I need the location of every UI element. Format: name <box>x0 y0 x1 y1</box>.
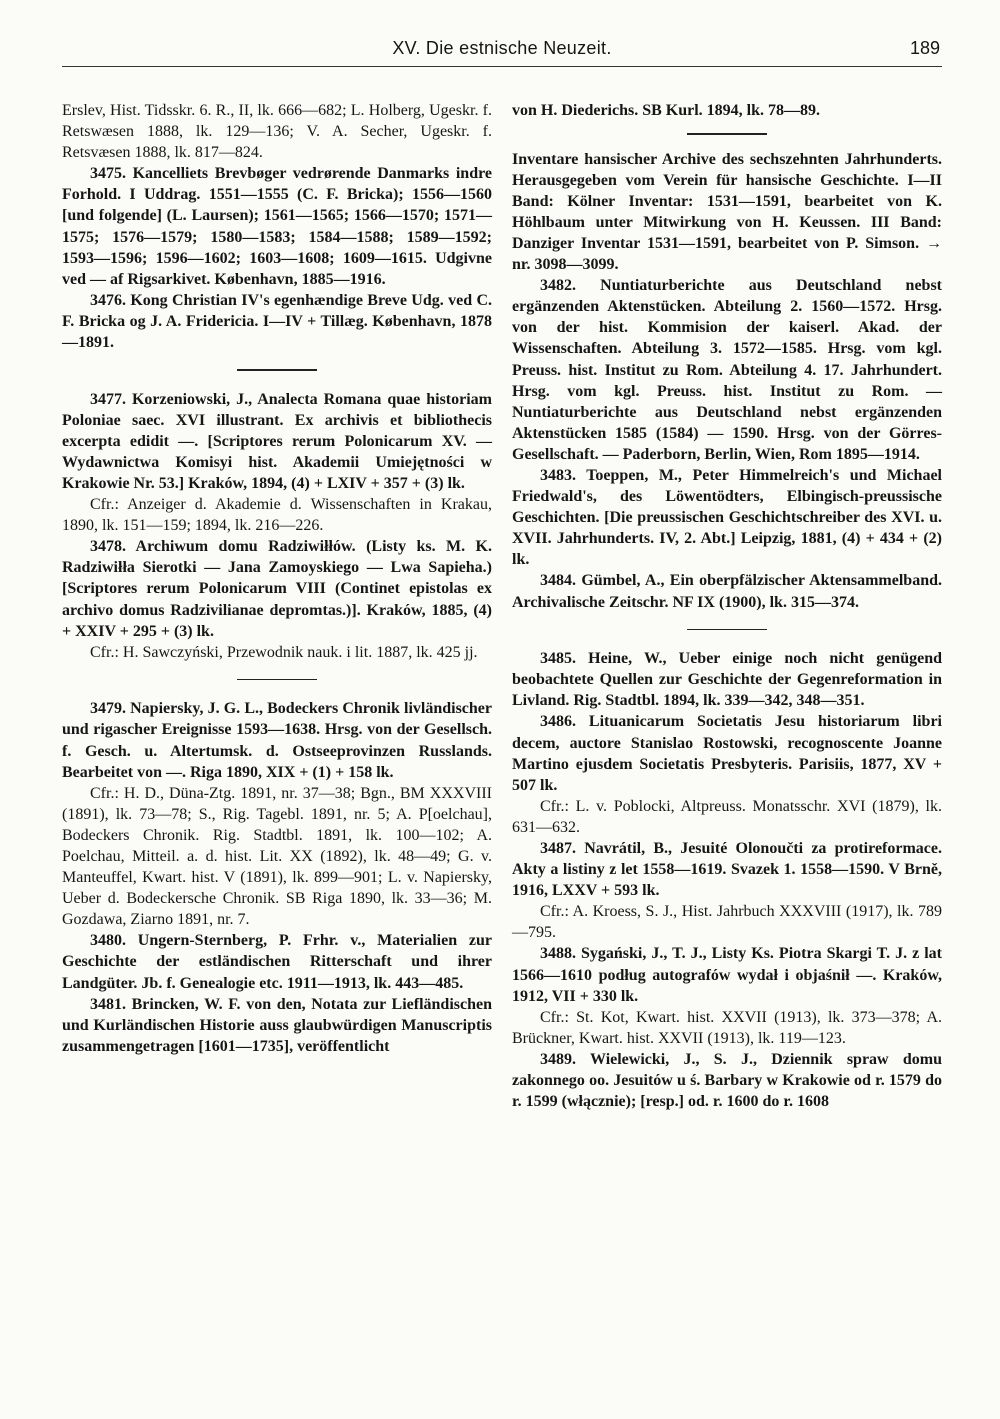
bibliography-entry-3479: 3479. Napiersky, J. G. L., Bodeckers Chronik livländischer und rigascher Ereignisse 1593—1638. Hrsg. von der Gesellsch. f. Gesch. u. Altertumsk. d. Ostseeprovinzen Russlands. Bearbeitet von —. Riga 1890, XIX + (1) + 158 lk. <box>62 700 492 781</box>
running-title: XV. Die estnische Neuzeit. <box>392 38 612 58</box>
review-reference: Cfr.: St. Kot, Kwart. hist. XXVII (1913), lk. 373—378; A. Brückner, Kwart. hist. XXVII (1913), lk. 119—123. <box>512 1008 942 1047</box>
bibliography-entry-3476: 3476. Kong Christian IV's egenhændige Breve Udg. ved C. F. Bricka og J. A. Fridericia. I—IV + Tillæg. København, 1878—1891. <box>62 291 492 352</box>
running-header <box>62 36 942 67</box>
bibliography-entry-3475: 3475. Kancelliets Brevbøger vedrørende Danmarks indre Forhold. I Uddrag. 1551—1555 (C. F. Bricka); 1556—1560 [und folgende] (L. Laursen); 1561—1565; 1566—1570; 1571—1575; 1576—1579; 1580—1583; 1584—1588; 1589—1592; 1593—1596; 1596—1602; 1603—1608; 1609—1615. Udgivne ved — af Rigsarkivet. København, 1885—1916. <box>62 165 492 288</box>
bibliography-entry-3478: 3478. Archiwum domu Radziwiłłów. (Listy ks. M. K. Radziwiłła Sierotki — Jana Zamoyskiego — Lwa Sapieha.) [Scriptores rerum Polonicarum VIII (Continet epistolas ex archivo domus Radzivilianae depromtas.)]. Kraków, 1885, (4) + XXIV + 295 + (3) lk. <box>62 538 492 640</box>
review-reference: Cfr.: H. D., Düna-Ztg. 1891, nr. 37—38; Bgn., BM XXXVIII (1891), lk. 73—78; S., Rig. Tagebl. 1891, nr. 5; A. P[oelchau], Bodeckers Chronik. Rig. Stadtbl. 1891, lk. 100—102; A. Poelchau, Mitteil. a. d. hist. Lit. XX (1892), lk. 48—49; G. v. Manteuffel, Kwart. hist. V (1891), lk. 899—901; L. v. Napiersky, Ueber d. Bodeckersche Chronik. SB Riga 1890, lk. 33—36; M. Gozdawa, Ziarno 1891, nr. 7. <box>62 784 492 929</box>
paragraph: von H. Diederichs. SB Kurl. 1894, lk. 78—89. <box>512 102 821 119</box>
review-reference: Cfr.: L. v. Poblocki, Altpreuss. Monatsschr. XVI (1879), lk. 631—632. <box>512 797 942 836</box>
section-divider <box>687 629 767 631</box>
bibliography-entry-3480: 3480. Ungern-Sternberg, P. Frhr. v., Materialien zur Geschichte der estländischen Ritterschaft und ihrer Landgüter. Jb. f. Genealogie etc. 1911—1913, lk. 443—485. <box>62 932 492 992</box>
page-number: 189 <box>909 38 940 58</box>
bibliography-entry-3481: 3481. Brincken, W. F. von den, Notata zur Liefländischen und Kurländischen Historie auss glaubwürdigen Manuscriptis zusammengetragen [1601—1735], veröffentlicht <box>62 995 492 1055</box>
bibliography-entry-3484: 3484. Gümbel, A., Ein oberpfälzischer Aktensammelband. Archivalische Zeitschr. NF IX (1900), lk. 315—374. <box>512 572 942 611</box>
review-reference: Cfr.: H. Sawczyński, Przewodnik nauk. i lit. 1887, lk. 425 jj. <box>90 643 478 661</box>
right-column <box>512 100 942 1112</box>
bibliography-entry-3488: 3488. Sygański, J., T. J., Listy Ks. Piotra Skargi T. J. z lat 1566—1610 podług autografów wydał i objaśnił —. Kraków, 1912, VII + 330 lk. <box>512 945 942 1005</box>
section-divider <box>237 679 317 681</box>
bibliography-entry-3485: 3485. Heine, W., Ueber einige noch nicht genügend beobachtete Quellen zur Geschichte der Gegenreformation in Livland. Rig. Stadtbl. 1894, lk. 339—342, 348—351. <box>512 650 942 710</box>
bibliography-entry-3477: 3477. Korzeniowski, J., Analecta Romana quae historiam Poloniae saec. XVI illustrant. Ex archivis et bibliothecis excerpta edidit —. [Scriptores rerum Polonicarum XV. — Wydawnictwa Komisyi hist. Akademii Umiejętności w Krakowie Nr. 53.] Kraków, 1894, (4) + LXIV + 357 + (3) lk. <box>62 390 492 492</box>
section-divider <box>237 369 317 371</box>
bibliography-entry-3489: 3489. Wielewicki, J., S. J., Dziennik spraw domu zakonnego oo. Jesuitów u ś. Barbary w Krakowie od r. 1579 do r. 1599 (włącznie); [resp.] od. r. 1600 do r. 1608 <box>512 1050 942 1111</box>
bibliography-entry-inventare: Inventare hansischer Archive des sechszehnten Jahrhunderts. Herausgegeben vom Verein für hansische Geschichte. I—II Band: Kölner Inventar: 1531—1591, bearbeitet von K. Höhlbaum unter Mitwirkung von H. Keussen. III Band: Danziger Inventar 1531—1591, bearbeitet von P. Simson. → nr. 3098—3099. <box>512 150 942 274</box>
review-reference: Cfr.: Anzeiger d. Akademie d. Wissenschaften in Krakau, 1890, lk. 151—159; 1894, lk. 216—226. <box>62 496 492 535</box>
bibliography-entry-3483: 3483. Toeppen, M., Peter Himmelreich's und Michael Friedwald's, des Löwentödters, Elbingisch-preussische Geschichten. [Die preussischen Geschichtschreiber des XVI. u. XVII. Jahrhunderts. IV, 2. Abt.] Leipzig, 1881, (4) + 434 + (2) lk. <box>512 467 942 569</box>
left-column <box>62 100 492 1057</box>
paragraph: Erslev, Hist. Tidsskr. 6. R., II, lk. 666—682; L. Holberg, Ugeskr. f. Retswæsen 1888, lk. 129—136; V. A. Secher, Ugeskr. f. Retsvæsen 1888, lk. 817—824. <box>62 102 492 162</box>
bibliography-entry-3486: 3486. Lituanicarum Societatis Jesu historiarum libri decem, auctore Stanislao Rostowski, recognoscente Joanne Martino ejusdem Societatis Presbyteris. Parisiis, 1877, XV + 507 lk. <box>512 713 942 794</box>
bibliography-entry-3487: 3487. Navrátil, B., Jesuité Olonoučti za protireformace. Akty a listiny z let 1558—1619. Svazek 1. 1558—1590. V Brně, 1916, LXXV + 593 lk. <box>512 840 942 900</box>
section-divider <box>687 133 767 135</box>
bibliography-entry-3482: 3482. Nuntiaturberichte aus Deutschland nebst ergänzenden Aktenstücken. Abteilung 2. 1560—1572. Hrsg. von der hist. Kommision der kaiserl. Akad. der Wissenschaften. Abteilung 3. 1572—1585. Hrsg. vom kgl. Preuss. hist. Institut zu Rom. Abteilung 4. 17. Jahrhundert. Hrsg. vom kgl. Preuss. hist. Institut zu Rom. — Nuntiaturberichte aus Deutschland nebst ergänzenden Aktenstücken 1585 (1584) — 1590. Hrsg. von der Görres-Gesellschaft. — Paderborn, Berlin, Wien, Rom 1895—1914. <box>512 277 942 463</box>
review-reference: Cfr.: A. Kroess, S. J., Hist. Jahrbuch XXXVIII (1917), lk. 789—795. <box>512 903 942 942</box>
